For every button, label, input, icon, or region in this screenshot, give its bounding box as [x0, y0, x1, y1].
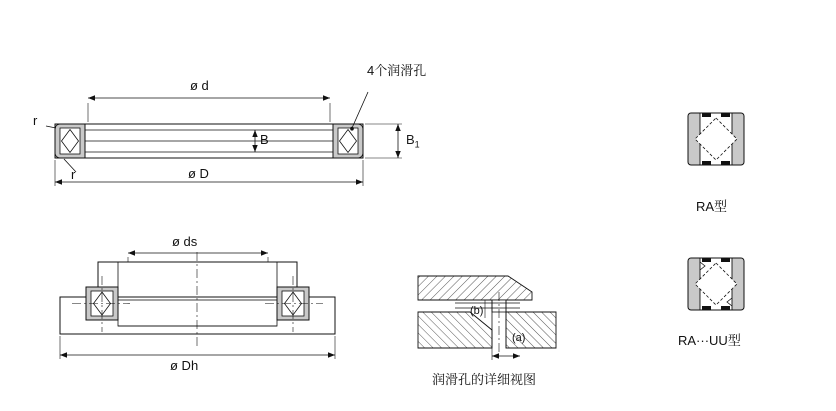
- detail-view-caption: 润滑孔的详细视图: [432, 372, 537, 387]
- label-r-bottom: r: [71, 167, 76, 182]
- label-B1-main: B: [406, 132, 415, 147]
- callout-lubrication-holes: 4个润滑孔: [367, 63, 427, 78]
- label-phi-ds: ø ds: [172, 234, 198, 249]
- label-r-left: r: [33, 113, 38, 128]
- detail-label-b: (b): [470, 305, 484, 317]
- variant-label-ra-uu: RA···UU型: [678, 333, 741, 348]
- label-phi-d: ø d: [190, 78, 209, 93]
- label-phi-D: ø D: [188, 166, 209, 181]
- detail-label-a: (a): [512, 332, 526, 344]
- variant-label-ra: RA型: [696, 199, 728, 214]
- label-B1: [406, 132, 420, 150]
- label-phi-Dh: ø Dh: [170, 358, 199, 373]
- label-B: B: [260, 132, 269, 147]
- label-B1-subscript: 1: [414, 139, 420, 150]
